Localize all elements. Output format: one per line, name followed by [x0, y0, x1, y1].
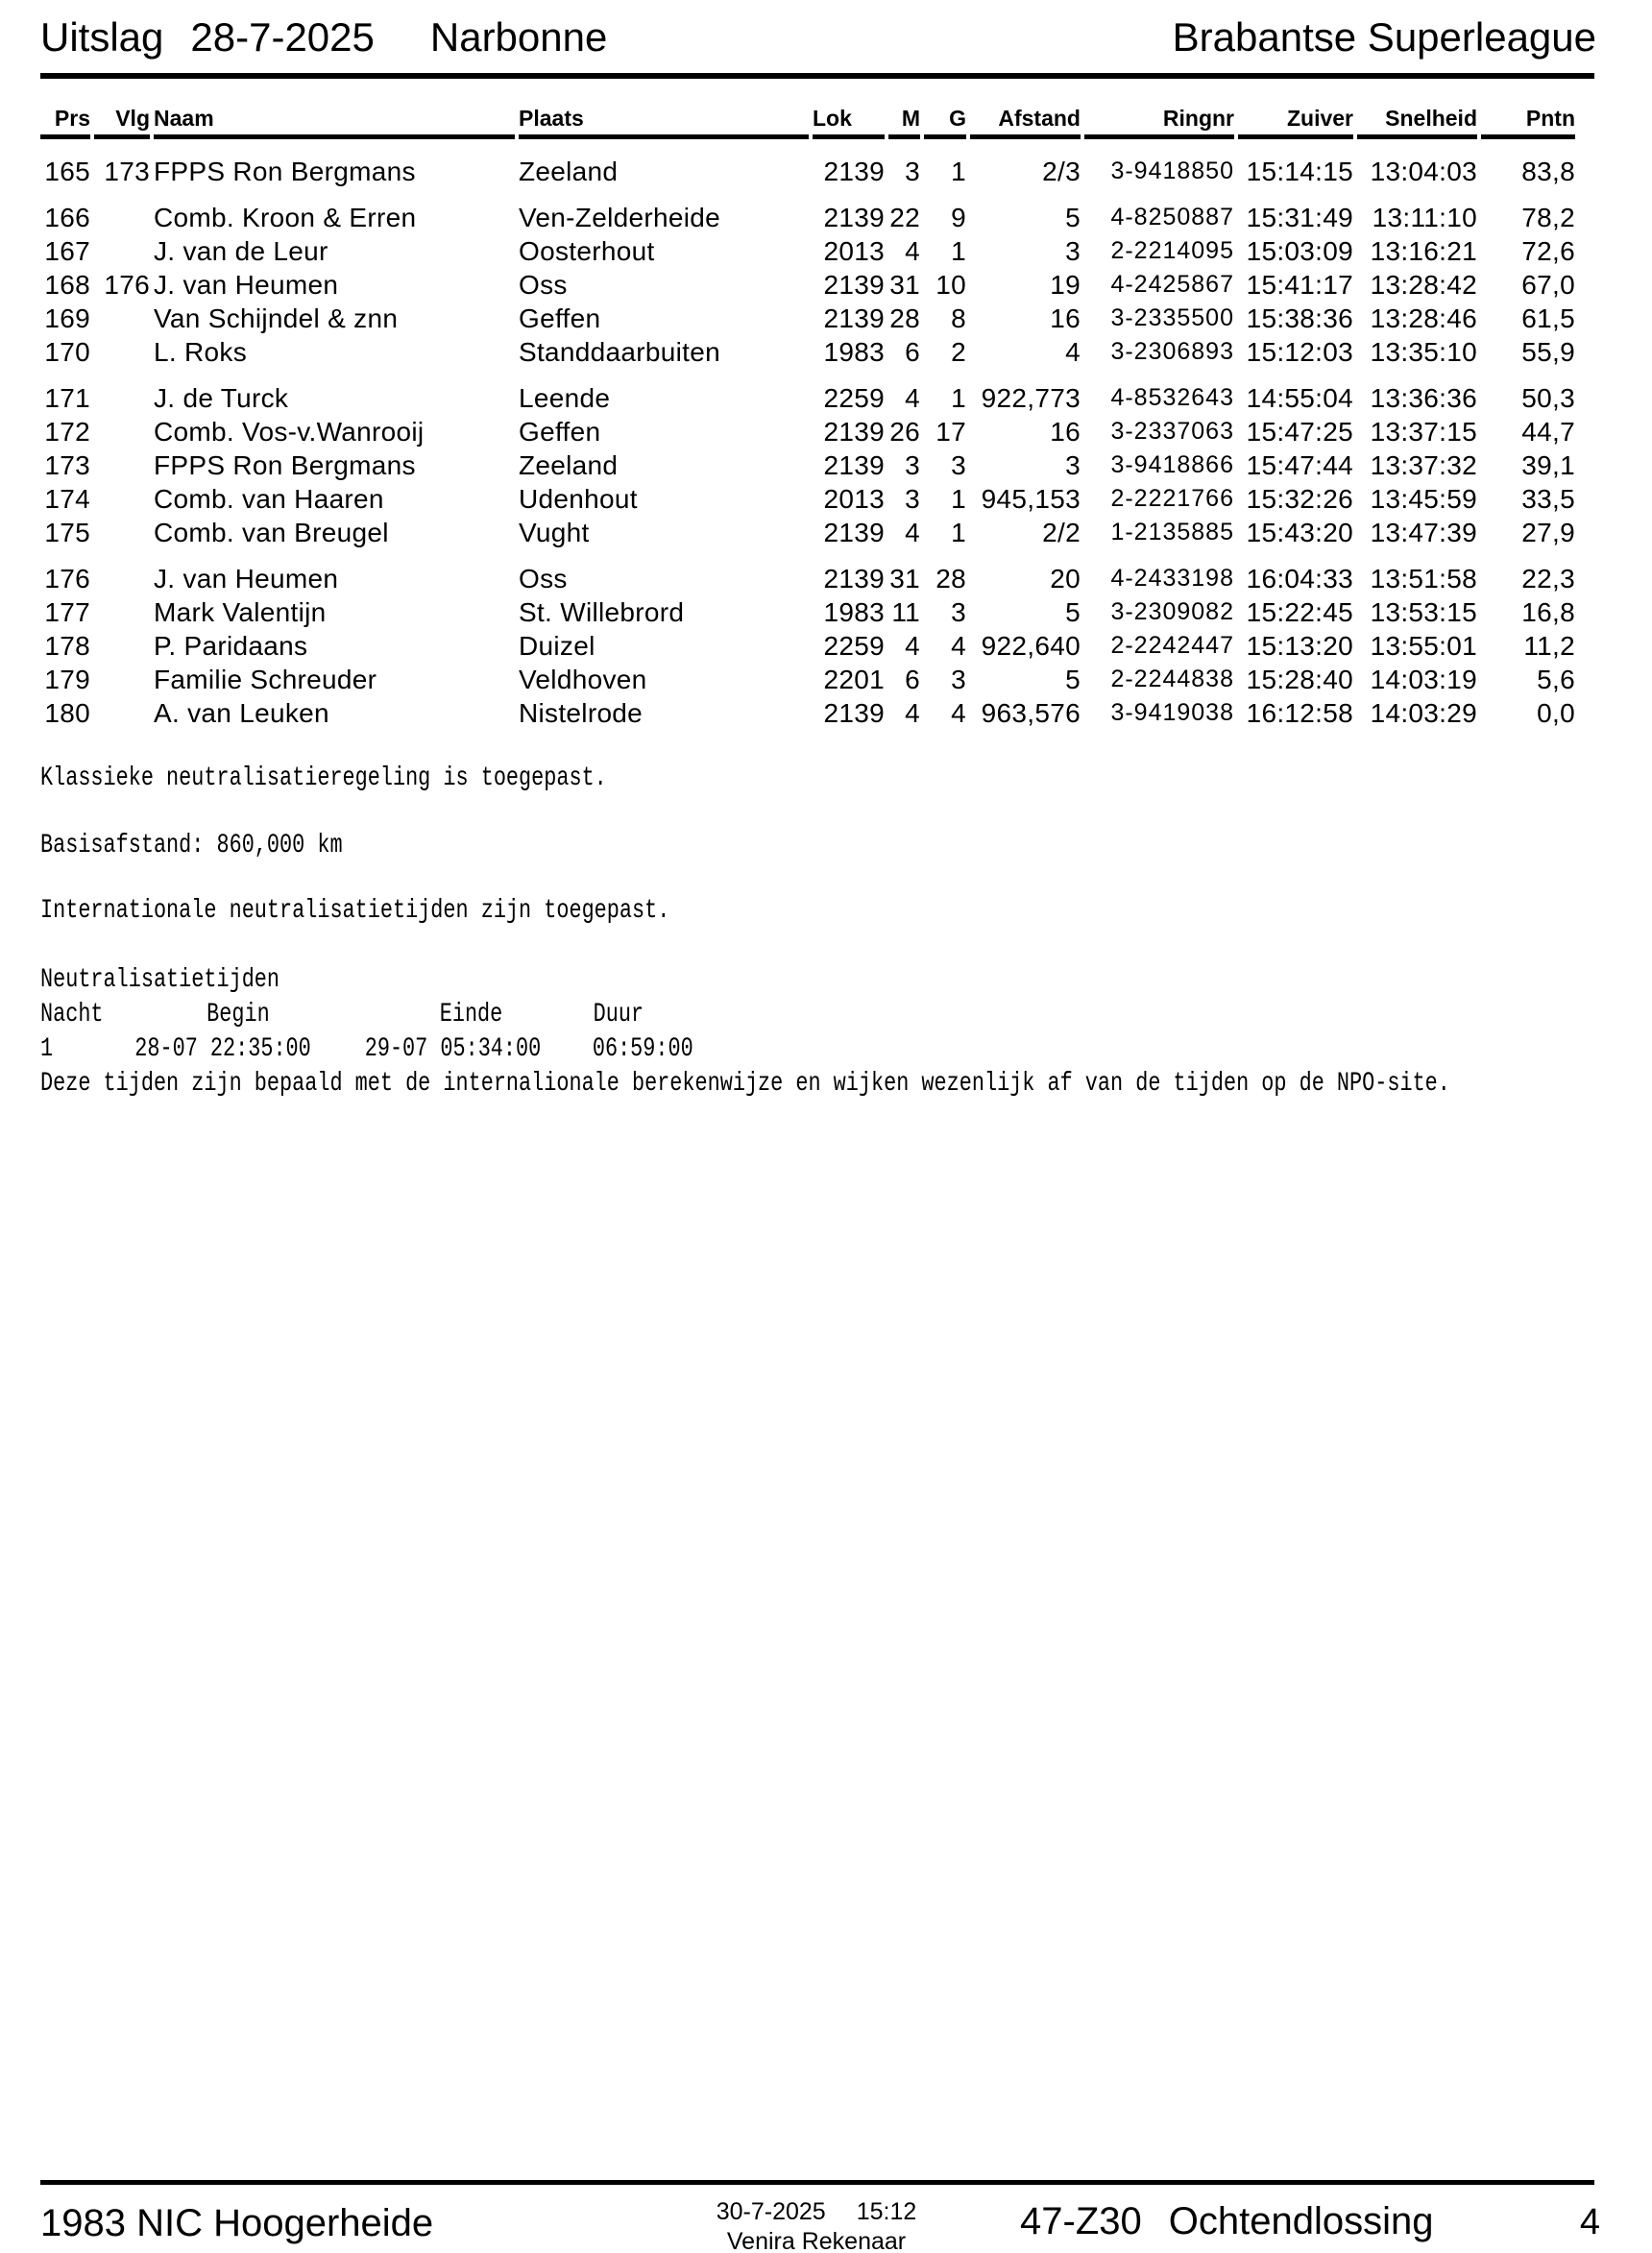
- cell-afstand: 20: [1050, 564, 1081, 594]
- cell-zuiver: 15:22:45: [1246, 597, 1353, 627]
- cell-m: 6: [905, 665, 920, 694]
- cell-prs: 172: [44, 417, 90, 447]
- cell-prs: 179: [44, 665, 90, 694]
- cell-g: 2: [951, 337, 966, 367]
- col-header-pntn: Pntn: [1481, 102, 1575, 139]
- col-header-snelheid: Snelheid: [1357, 102, 1477, 139]
- cell-lok: 2139: [823, 417, 885, 447]
- table-row: [40, 155, 1575, 188]
- cell-ringnr: 4-2425867: [1110, 271, 1234, 298]
- footer-print-date: 30-7-2025: [716, 2198, 826, 2225]
- cell-lok: 1983: [823, 337, 885, 367]
- cell-plaats: St. Willebrord: [519, 597, 685, 627]
- cell-lok: 2139: [823, 157, 885, 186]
- cell-naam: FPPS Ron Bergmans: [154, 157, 416, 186]
- table-row: [40, 335, 1575, 369]
- cell-vlg: 176: [104, 270, 150, 300]
- table-row: [40, 629, 1575, 663]
- results-rows: [40, 155, 1575, 730]
- results-header-row: [40, 102, 1575, 139]
- cell-lok: 2259: [823, 383, 885, 413]
- cell-lok: 2259: [823, 631, 885, 661]
- cell-snelheid: 14:03:19: [1370, 665, 1477, 694]
- cell-afstand: 5: [1065, 665, 1081, 694]
- cell-pntn: 78,2: [1521, 203, 1575, 232]
- cell-g: 3: [951, 665, 966, 694]
- cell-prs: 170: [44, 337, 90, 367]
- col-header-lok: Lok: [813, 102, 885, 139]
- cell-plaats: Ven-Zelderheide: [519, 203, 720, 232]
- cell-naam: J. van de Leur: [154, 236, 328, 266]
- cell-m: 11: [891, 597, 920, 627]
- footer-print-datetime: [624, 2197, 1008, 2227]
- cell-prs: 180: [44, 698, 90, 728]
- neutr-col-begin: Begin: [206, 1000, 270, 1030]
- cell-pntn: 11,2: [1523, 631, 1575, 661]
- cell-plaats: Oss: [519, 564, 568, 594]
- neutralisation-title: Neutralisatietijden: [40, 965, 280, 995]
- cell-g: 1: [951, 484, 966, 514]
- cell-plaats: Geffen: [519, 303, 601, 333]
- cell-naam: Mark Valentijn: [154, 597, 327, 627]
- cell-prs: 176: [44, 564, 90, 594]
- cell-ringnr: 2-2244838: [1110, 666, 1234, 692]
- col-header-zuiver: Zuiver: [1238, 102, 1353, 139]
- col-header-vlg: Vlg: [94, 102, 150, 139]
- table-row: [40, 201, 1575, 234]
- table-row: [40, 663, 1575, 696]
- cell-snelheid: 13:37:15: [1370, 417, 1477, 447]
- cell-afstand: 4: [1065, 337, 1081, 367]
- footer-flight: [1020, 2200, 1433, 2242]
- cell-m: 4: [905, 236, 920, 266]
- table-row: [40, 234, 1575, 268]
- cell-zuiver: 16:12:58: [1246, 698, 1353, 728]
- cell-vlg: [94, 335, 150, 369]
- cell-afstand: 19: [1050, 270, 1081, 300]
- cell-prs: 173: [44, 450, 90, 480]
- cell-g: 4: [951, 631, 966, 661]
- neutr-value-begin: 28-07 22:35:00: [134, 1034, 311, 1064]
- cell-prs: 175: [44, 518, 90, 547]
- cell-naam: Van Schijndel & znn: [154, 303, 399, 333]
- table-row: [40, 448, 1575, 482]
- cell-snelheid: 13:35:10: [1370, 337, 1477, 367]
- cell-plaats: Udenhout: [519, 484, 638, 514]
- cell-prs: 165: [44, 157, 90, 186]
- cell-snelheid: 13:37:32: [1370, 450, 1477, 480]
- cell-ringnr: 4-8250887: [1110, 204, 1234, 230]
- cell-plaats: Oss: [519, 270, 568, 300]
- cell-g: 1: [951, 157, 966, 186]
- table-row: [40, 268, 1575, 302]
- col-header-naam: Naam: [154, 102, 515, 139]
- neutralisation-header-row: [40, 999, 790, 1031]
- cell-snelheid: 13:51:58: [1370, 564, 1477, 594]
- cell-afstand: 16: [1050, 303, 1081, 333]
- cell-snelheid: 13:45:59: [1370, 484, 1477, 514]
- cell-prs: 171: [44, 383, 90, 413]
- cell-m: 31: [889, 564, 920, 594]
- cell-plaats: Zeeland: [519, 157, 619, 186]
- cell-vlg: [94, 302, 150, 335]
- results-table: [40, 102, 1575, 730]
- cell-m: 3: [905, 450, 920, 480]
- cell-pntn: 16,8: [1521, 597, 1575, 627]
- table-row: [40, 302, 1575, 335]
- cell-m: 28: [889, 303, 920, 333]
- cell-ringnr: 2-2214095: [1110, 237, 1234, 264]
- cell-m: 31: [889, 270, 920, 300]
- cell-vlg: [94, 696, 150, 730]
- neutralisation-row: [40, 1033, 790, 1066]
- cell-prs: 166: [44, 203, 90, 232]
- cell-vlg: [94, 595, 150, 629]
- cell-plaats: Veldhoven: [519, 665, 647, 694]
- cell-plaats: Nistelrode: [519, 698, 644, 728]
- cell-zuiver: 15:03:09: [1246, 236, 1353, 266]
- cell-ringnr: 1-2135885: [1110, 519, 1234, 545]
- cell-naam: P. Paridaans: [154, 631, 308, 661]
- cell-zuiver: 15:47:25: [1246, 417, 1353, 447]
- cell-afstand: 2/2: [1042, 518, 1081, 547]
- cell-zuiver: 15:38:36: [1246, 303, 1353, 333]
- table-row: [40, 562, 1575, 595]
- neutr-value-einde: 29-07 05:34:00: [364, 1034, 542, 1064]
- cell-prs: 174: [44, 484, 90, 514]
- cell-snelheid: 13:47:39: [1370, 518, 1477, 547]
- cell-zuiver: 15:31:49: [1246, 203, 1353, 232]
- cell-zuiver: 14:55:04: [1246, 383, 1353, 413]
- cell-lok: 2013: [823, 484, 885, 514]
- cell-naam: Comb. Vos-v.Wanrooij: [154, 417, 425, 447]
- cell-prs: 169: [44, 303, 90, 333]
- cell-vlg: [94, 663, 150, 696]
- cell-g: 8: [951, 303, 966, 333]
- footer-print-info: [624, 2197, 1008, 2253]
- footer-flight-name: Ochtendlossing: [1168, 2200, 1434, 2242]
- footer-club: 1983 NIC Hoogerheide: [40, 2202, 434, 2244]
- race-date: 28-7-2025: [190, 14, 375, 60]
- cell-pntn: 0,0: [1537, 698, 1575, 728]
- cell-lok: 2139: [823, 518, 885, 547]
- cell-prs: 178: [44, 631, 90, 661]
- cell-afstand: 922,640: [981, 631, 1081, 661]
- neutr-col-einde: Einde: [439, 1000, 503, 1030]
- cell-pntn: 22,3: [1521, 564, 1575, 594]
- cell-snelheid: 13:11:10: [1372, 203, 1477, 232]
- cell-vlg: [94, 516, 150, 549]
- cell-vlg: [94, 415, 150, 448]
- cell-pntn: 50,3: [1521, 383, 1575, 413]
- cell-snelheid: 13:36:36: [1370, 383, 1477, 413]
- cell-naam: Familie Schreuder: [154, 665, 377, 694]
- cell-lok: 2139: [823, 270, 885, 300]
- cell-vlg: [94, 381, 150, 415]
- cell-pntn: 5,6: [1537, 665, 1575, 694]
- cell-pntn: 44,7: [1521, 417, 1575, 447]
- neutralisation-footnote: Deze tijden zijn bepaald met de internalionale berekenwijze en wijken wezenlijk af van de tijden op de NPO-site.: [40, 1069, 1450, 1099]
- cell-vlg: [94, 629, 150, 663]
- cell-plaats: Standdaarbuiten: [519, 337, 721, 367]
- cell-prs: 177: [44, 597, 90, 627]
- note-base-distance: Basisafstand: 860,000 km: [40, 831, 343, 860]
- cell-m: 4: [905, 518, 920, 547]
- table-row: [40, 595, 1575, 629]
- cell-naam: L. Roks: [154, 337, 248, 367]
- col-header-m: M: [888, 102, 920, 139]
- cell-lok: 2139: [823, 450, 885, 480]
- race-name: Narbonne: [429, 14, 608, 60]
- cell-lok: 2139: [823, 203, 885, 232]
- footer-print-time: 15:12: [856, 2198, 917, 2225]
- cell-naam: Comb. van Haaren: [154, 484, 384, 514]
- document-header: [40, 13, 1596, 61]
- cell-afstand: 945,153: [981, 484, 1081, 514]
- cell-zuiver: 15:47:44: [1246, 450, 1353, 480]
- cell-afstand: 5: [1065, 203, 1081, 232]
- cell-m: 26: [889, 417, 920, 447]
- cell-ringnr: 3-2306893: [1110, 338, 1234, 365]
- neutr-col-nacht: Nacht: [40, 1000, 104, 1030]
- cell-lok: 2139: [823, 698, 885, 728]
- cell-pntn: 39,1: [1521, 450, 1575, 480]
- cell-ringnr: 3-2309082: [1110, 598, 1234, 625]
- cell-g: 10: [935, 270, 966, 300]
- cell-m: 4: [905, 383, 920, 413]
- cell-pntn: 55,9: [1521, 337, 1575, 367]
- cell-ringnr: 4-2433198: [1110, 565, 1234, 592]
- note-international-times: Internationale neutralisatietijden zijn toegepast.: [40, 896, 670, 926]
- cell-naam: J. van Heumen: [154, 564, 339, 594]
- cell-plaats: Oosterhout: [519, 236, 655, 266]
- cell-ringnr: 2-2221766: [1110, 485, 1234, 512]
- footer-page-number: 4: [1579, 2202, 1600, 2242]
- footer-rule: [40, 2180, 1594, 2185]
- cell-m: 6: [905, 337, 920, 367]
- cell-plaats: Duizel: [519, 631, 595, 661]
- cell-lok: 2013: [823, 236, 885, 266]
- header-rule: [40, 73, 1594, 79]
- cell-pntn: 83,8: [1521, 157, 1575, 186]
- cell-g: 4: [951, 698, 966, 728]
- cell-lok: 2139: [823, 564, 885, 594]
- cell-zuiver: 15:12:03: [1246, 337, 1353, 367]
- title-left: [40, 13, 607, 61]
- cell-afstand: 3: [1065, 236, 1081, 266]
- table-row: [40, 696, 1575, 730]
- cell-g: 3: [951, 450, 966, 480]
- cell-m: 22: [889, 203, 920, 232]
- table-row: [40, 482, 1575, 516]
- cell-afstand: 16: [1050, 417, 1081, 447]
- cell-ringnr: 3-2335500: [1110, 304, 1234, 331]
- cell-naam: J. de Turck: [154, 383, 289, 413]
- cell-g: 1: [951, 383, 966, 413]
- cell-vlg: [94, 234, 150, 268]
- cell-snelheid: 13:16:21: [1370, 236, 1477, 266]
- table-row: [40, 415, 1575, 448]
- cell-m: 3: [905, 157, 920, 186]
- cell-prs: 168: [44, 270, 90, 300]
- cell-lok: 2201: [823, 665, 885, 694]
- cell-snelheid: 13:55:01: [1370, 631, 1477, 661]
- cell-pntn: 67,0: [1521, 270, 1575, 300]
- league-title: Brabantse Superleague: [1172, 14, 1596, 60]
- cell-pntn: 61,5: [1521, 303, 1575, 333]
- note-neutralisation-rule: Klassieke neutralisatieregeling is toegepast.: [40, 763, 607, 793]
- cell-snelheid: 14:03:29: [1370, 698, 1477, 728]
- cell-afstand: 3: [1065, 450, 1081, 480]
- cell-naam: Comb. van Breugel: [154, 518, 389, 547]
- col-header-prs: Prs: [40, 102, 90, 139]
- cell-ringnr: 4-8532643: [1110, 384, 1234, 411]
- cell-vlg: [94, 448, 150, 482]
- col-header-afstand: Afstand: [970, 102, 1081, 139]
- cell-afstand: 5: [1065, 597, 1081, 627]
- cell-afstand: 963,576: [981, 698, 1081, 728]
- cell-g: 1: [951, 236, 966, 266]
- cell-ringnr: 3-9419038: [1110, 699, 1234, 726]
- cell-ringnr: 3-9418850: [1110, 157, 1234, 184]
- cell-g: 9: [951, 203, 966, 232]
- neutr-value-duur: 06:59:00: [592, 1034, 693, 1064]
- cell-zuiver: 15:13:20: [1246, 631, 1353, 661]
- cell-ringnr: 3-9418866: [1110, 451, 1234, 478]
- cell-prs: 167: [44, 236, 90, 266]
- cell-naam: J. van Heumen: [154, 270, 339, 300]
- neutr-col-duur: Duur: [593, 1000, 644, 1030]
- cell-pntn: 27,9: [1521, 518, 1575, 547]
- cell-afstand: 2/3: [1042, 157, 1081, 186]
- footer-calculator: Venira Rekenaar: [726, 2228, 907, 2253]
- cell-zuiver: 15:41:17: [1246, 270, 1353, 300]
- cell-pntn: 33,5: [1521, 484, 1575, 514]
- cell-g: 3: [951, 597, 966, 627]
- footer-flight-code: 47-Z30: [1020, 2200, 1142, 2242]
- cell-vlg: [94, 482, 150, 516]
- cell-m: 3: [905, 484, 920, 514]
- cell-g: 17: [935, 417, 966, 447]
- cell-vlg: [94, 562, 150, 595]
- cell-naam: A. van Leuken: [154, 698, 329, 728]
- cell-vlg: [94, 201, 150, 234]
- cell-g: 28: [935, 564, 966, 594]
- cell-naam: FPPS Ron Bergmans: [154, 450, 416, 480]
- cell-zuiver: 15:14:15: [1246, 157, 1353, 186]
- cell-zuiver: 15:43:20: [1246, 518, 1353, 547]
- cell-pntn: 72,6: [1521, 236, 1575, 266]
- cell-lok: 1983: [823, 597, 885, 627]
- cell-plaats: Leende: [519, 383, 611, 413]
- table-row: [40, 381, 1575, 415]
- cell-snelheid: 13:53:15: [1370, 597, 1477, 627]
- cell-zuiver: 15:32:26: [1246, 484, 1353, 514]
- neutr-value-nacht: 1: [40, 1034, 54, 1064]
- col-header-ringnr: Ringnr: [1084, 102, 1234, 139]
- cell-g: 1: [951, 518, 966, 547]
- cell-plaats: Vught: [519, 518, 590, 547]
- col-header-plaats: Plaats: [519, 102, 809, 139]
- cell-plaats: Zeeland: [519, 450, 619, 480]
- cell-plaats: Geffen: [519, 417, 601, 447]
- cell-naam: Comb. Kroon & Erren: [154, 203, 417, 232]
- cell-vlg: 173: [104, 157, 150, 186]
- cell-ringnr: 2-2242447: [1110, 632, 1234, 659]
- cell-ringnr: 3-2337063: [1110, 418, 1234, 445]
- cell-zuiver: 16:04:33: [1246, 564, 1353, 594]
- table-row: [40, 516, 1575, 549]
- cell-snelheid: 13:04:03: [1370, 157, 1477, 186]
- col-header-g: G: [924, 102, 966, 139]
- cell-m: 4: [905, 631, 920, 661]
- cell-m: 4: [905, 698, 920, 728]
- cell-afstand: 922,773: [981, 383, 1081, 413]
- doc-type: Uitslag: [40, 14, 164, 60]
- cell-lok: 2139: [823, 303, 885, 333]
- cell-snelheid: 13:28:42: [1370, 270, 1477, 300]
- cell-zuiver: 15:28:40: [1246, 665, 1353, 694]
- cell-snelheid: 13:28:46: [1370, 303, 1477, 333]
